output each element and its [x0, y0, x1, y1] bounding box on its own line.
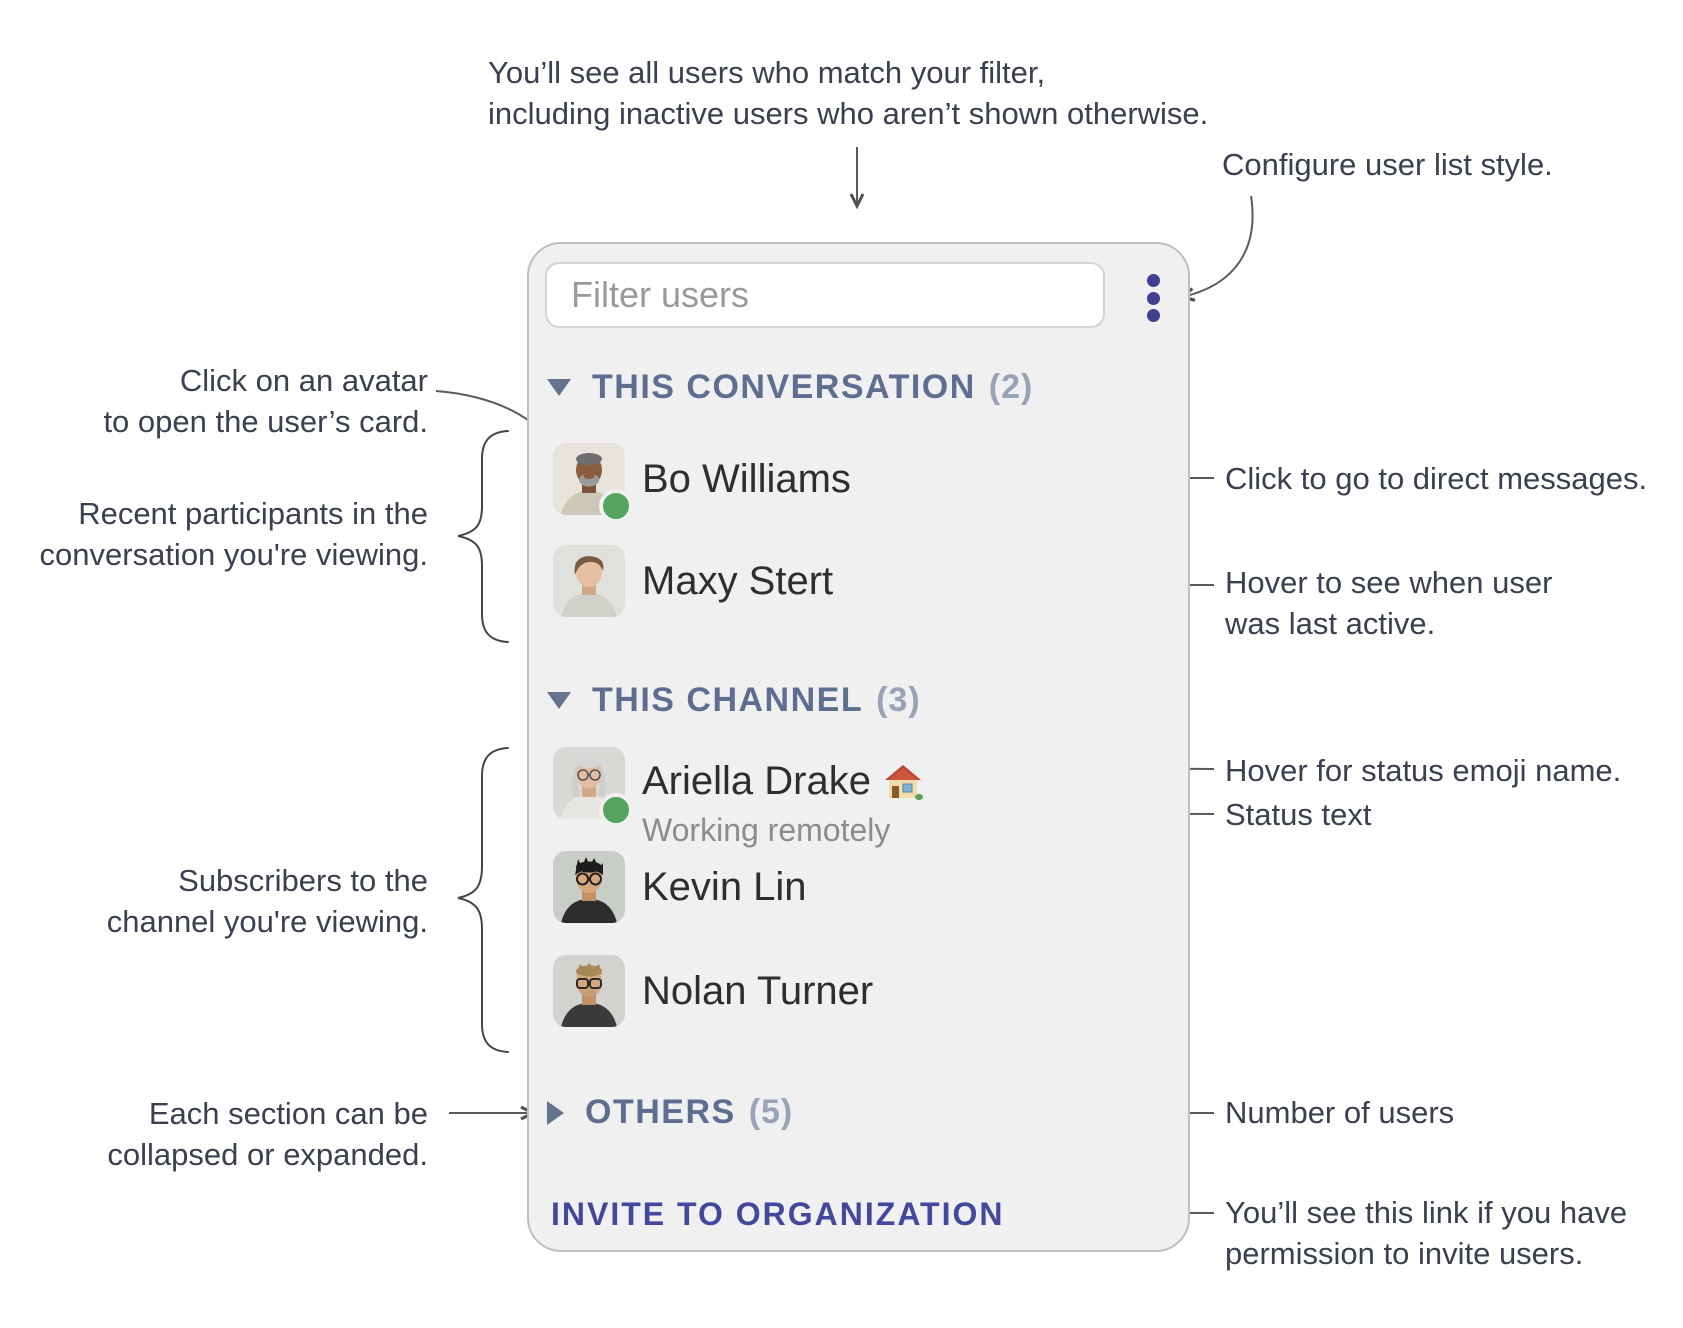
annotation-subscribers: Subscribers to the channel you're viewing.	[106, 863, 428, 939]
section-title: THIS CHANNEL	[592, 681, 864, 719]
annotation-collapse: Each section can be collapsed or expanded.	[107, 1096, 428, 1172]
user-row-bo-williams[interactable]	[553, 443, 851, 515]
annotation-dm: Click to go to direct messages.	[1225, 461, 1648, 496]
user-status: Working remotely	[642, 812, 891, 848]
annotation-avatar-click: Click on an avatar to open the user’s card.	[103, 363, 428, 439]
triangle-down-icon	[547, 379, 571, 396]
avatar[interactable]	[553, 851, 625, 923]
house-emoji-icon	[883, 762, 923, 802]
user-row-maxy-stert[interactable]	[553, 545, 833, 617]
avatar[interactable]	[553, 443, 625, 515]
user-name[interactable]: Ariella Drake	[642, 759, 871, 803]
section-count: (3)	[876, 681, 921, 719]
triangle-down-icon	[547, 692, 571, 709]
annotation-configure: Configure user list style.	[1222, 147, 1553, 182]
brace-channel	[458, 748, 508, 1052]
section-count: (5)	[748, 1093, 794, 1131]
avatar[interactable]	[553, 545, 625, 617]
annotation-user-count: Number of users	[1225, 1095, 1455, 1130]
avatar-photo	[553, 851, 625, 923]
annotation-filter-note: You’ll see all users who match your filter, including inactive users who aren’t shown otherwise.	[488, 55, 1209, 131]
presence-dot	[599, 489, 633, 523]
section-header-this-conversation[interactable]	[547, 368, 1033, 407]
filter-users-input[interactable]	[545, 262, 1105, 328]
avatar[interactable]	[553, 747, 625, 819]
user-name[interactable]: Kevin Lin	[642, 864, 807, 909]
avatar-photo	[553, 545, 625, 617]
annotation-last-active: Hover to see when user was last active.	[1225, 565, 1553, 641]
section-header-this-channel[interactable]	[547, 681, 921, 720]
section-title: THIS CONVERSATION	[592, 368, 976, 406]
arrow-configure-to-kebab	[1182, 196, 1253, 297]
presence-dot	[599, 793, 633, 827]
section-header-others[interactable]	[547, 1093, 793, 1132]
user-row-kevin-lin[interactable]	[553, 851, 807, 923]
triangle-right-icon	[547, 1101, 564, 1125]
invite-to-organization-link[interactable]: INVITE TO ORGANIZATION	[551, 1196, 1005, 1232]
user-name[interactable]: Nolan Turner	[642, 968, 874, 1013]
section-count: (2)	[988, 368, 1034, 406]
section-title: OTHERS	[585, 1093, 736, 1131]
annotation-emoji-hover: Hover for status emoji name.	[1225, 753, 1622, 788]
user-row-ariella-drake[interactable]	[553, 747, 923, 849]
annotation-recent-participants: Recent participants in the conversation you're viewing.	[39, 496, 428, 572]
brace-conversation	[458, 431, 508, 642]
annotation-invite-permission: You’ll see this link if you have permission to invite users.	[1225, 1195, 1628, 1271]
avatar-photo	[553, 955, 625, 1027]
kebab-menu-icon[interactable]	[1141, 274, 1165, 322]
annotation-status-text: Status text	[1225, 797, 1372, 832]
avatar[interactable]	[553, 955, 625, 1027]
user-row-nolan-turner[interactable]	[553, 955, 873, 1027]
user-name[interactable]: Maxy Stert	[642, 558, 834, 603]
user-name[interactable]: Bo Williams	[642, 456, 851, 501]
